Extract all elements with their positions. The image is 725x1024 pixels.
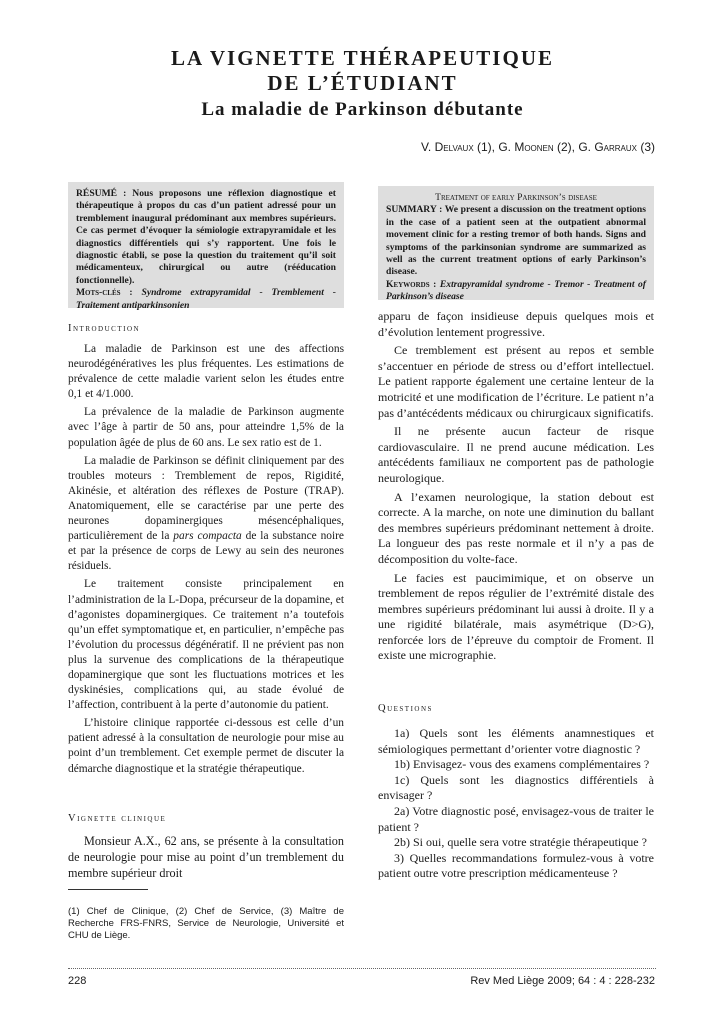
- abstract-en-keywords-label: Keywords :: [386, 278, 437, 290]
- vignette-text: [68, 833, 344, 884]
- abstract-fr-label: RÉSUMÉ :: [76, 188, 127, 199]
- abstract-french: [68, 182, 344, 311]
- page-number: 228: [68, 975, 87, 987]
- footnote: (1) Chef de Clinique, (2) Chef de Service, (3) Maître de Recherche FRS-FNRS, Service de Neurologie, Université et CHU de Liège.: [68, 906, 344, 941]
- question-item: 3) Quelles recommandations formulez-vous à votre patient outre votre prescription médicamenteuse ?: [378, 850, 654, 881]
- case-paragraph: apparu de façon insidieuse depuis quelques mois et d’évolution lentement progressive.: [378, 309, 654, 339]
- question-item: 2b) Si oui, quelle sera votre stratégie thérapeutique ?: [394, 835, 647, 850]
- case-paragraph: Le facies est paucimimique, et on observe un tremblement de repos régulier de l’extrémité distale des membres supérieurs prédominant lui aussi à droite. Il y a une rigidité bilatérale, mais asymétrique (D>G), renforcée lors de l’épreuve du comptoir de Froment. Il existe une micrographie.: [378, 570, 654, 663]
- abstract-en-keywords: Extrapyramidal syndrome - Tremor - Treatment of Parkinson’s disease: [386, 278, 647, 303]
- case-paragraph: Il ne présente aucun facteur de risque cardiovasculaire. Il ne prend aucune médication. Les antécédents familiaux ne comportent pas de pathologie neurologique.: [378, 424, 654, 485]
- case-paragraph: A l’examen neurologique, la station debout est correcte. A la marche, on note une diminution du ballant des membres supérieurs prédominant nettement à droite. La longueur des pas reste normale et il n’y a pas de décomposition du volte-face.: [378, 489, 654, 566]
- intro-p3-part-a: La maladie de Parkinson se définit cliniquement par des troubles moteurs : Tremblement de repos, Rigidité, Akinésie, et altération des réflexes de Posture (TRAP). Anatomiquement, elle se caractérise par une perte des neurones dopaminergiques mésencéphaliques, particulièrement de la: [68, 454, 344, 543]
- abstract-en-label: SUMMARY :: [386, 204, 443, 216]
- vignette-paragraph: Monsieur A.X., 62 ans, se présente à la consultation de neurologie pour mise au point d’un tremblement du membre supérieur droit: [68, 834, 344, 880]
- question-item: 1a) Quels sont les éléments anamnestiques et sémiologiques permettant d’orienter votre diagnostic ?: [378, 726, 654, 756]
- abstract-en-heading: Treatment of early Parkinson’s disease: [435, 192, 597, 203]
- intro-p3-italic: pars compacta: [173, 530, 242, 543]
- case-paragraph: Ce tremblement est présent au repos et semble s’accentuer en période de stress ou d’effort intellectuel. Le patient rapporte également une certaine lenteur de la motricité et une modification de l’écriture. Le patient n’a pas d’antécédents médicaux ou chirurgicaux significatifs.: [378, 343, 654, 420]
- question-item: 1c) Quels sont les diagnostics différentiels à envisager ?: [378, 772, 654, 803]
- intro-paragraph: La prévalence de la maladie de Parkinson augmente avec l’âge à partir de 50 ans, pour atteindre 1,5% de la population âgée de plus de 60 ans. Le sex ratio est de 1.: [68, 406, 344, 449]
- right-column-text: [378, 309, 654, 667]
- section-heading-questions: Questions: [378, 703, 433, 714]
- question-item: 1b) Envisagez- vous des examens complémentaires ?: [394, 757, 650, 772]
- section-heading-vignette: Vignette clinique: [68, 813, 167, 824]
- intro-paragraph: La maladie de Parkinson est une des affections neurodégénératives les plus fréquentes. Les estimations de prévalence de cette maladie varient selon les études entre 0,1 et 4/1.000.: [68, 343, 344, 401]
- section-heading-introduction: Introduction: [68, 323, 141, 334]
- footer-divider: [68, 968, 656, 969]
- abstract-fr-keywords-label: Mots-clés :: [76, 287, 133, 299]
- abstract-fr-text: Nous proposons une réflexion diagnostique et thérapeutique à propos du cas d’un patient adressé pour un tremblement inaugural prédominant aux membres supérieurs. Ce cas permet d’évoquer la sémiologie extrapyramidale et les diagnostics différentiels qui s’y rapportent. Une fois le diagnostic établi, se pose la question du traitement qu’il soit médicamenteux, chirurgical ou autre (rééducation fonctionnelle).: [76, 188, 336, 286]
- intro-paragraph: [68, 454, 344, 575]
- footnote-rule: [68, 889, 148, 890]
- abstract-english: [378, 186, 654, 303]
- question-item: 2a) Votre diagnostic posé, envisagez-vous de traiter le patient ?: [378, 803, 654, 834]
- questions-list: [378, 726, 654, 882]
- title-line-2: DE L’ÉTUDIANT: [267, 71, 458, 95]
- subtitle: La maladie de Parkinson débutante: [201, 99, 524, 120]
- introduction-text: [68, 342, 344, 780]
- abstract-fr-keywords: Syndrome extrapyramidal - Tremblement - Traitement antiparkinsonien: [76, 287, 337, 311]
- authors: V. Delvaux (1), G. Moonen (2), G. Garraux (3): [421, 140, 655, 154]
- abstract-en-text: We present a discussion on the treatment options in the case of a patient seen at the outpatient abnormal movement clinic for a resting tremor of both hands. Signs and symptoms of the parkinsonian syndrome are summarized as well as the current treatment options of early Parkinson’s disease.: [386, 204, 646, 278]
- intro-paragraph: Le traitement consiste principalement en l’administration de la L-Dopa, précurseur de la dopamine, et d’agonistes dopaminergiques. Ce traitement n’a toutefois qu’un effet symptomatique et, en particulier, n’empêche pas l’évolution du processus dégénératif. Il ne prévient pas non plus la survenue des complications de la thérapeutique dopaminergique que sont les fluctuations motrices et les dyskinésies, complications qui, au stade évolué de l’affection, contribuent à la perte d’autonomie du patient.: [68, 578, 344, 712]
- journal-citation: Rev Med Liège 2009; 64 : 4 : 228-232: [470, 975, 655, 987]
- intro-p3-part-c: de la substance noire et par la présence de corps de Lewy au sein des neurones résiduels.: [68, 530, 344, 573]
- intro-paragraph: L’histoire clinique rapportée ci-dessous est celle d’un patient adressé à la consultation de neurologie pour mise au point d’un tremblement. Cet exemple permet de discuter la démarche diagnostique et la stratégie thérapeutique.: [68, 717, 344, 775]
- title-line-1: LA VIGNETTE THÉRAPEUTIQUE: [171, 46, 554, 70]
